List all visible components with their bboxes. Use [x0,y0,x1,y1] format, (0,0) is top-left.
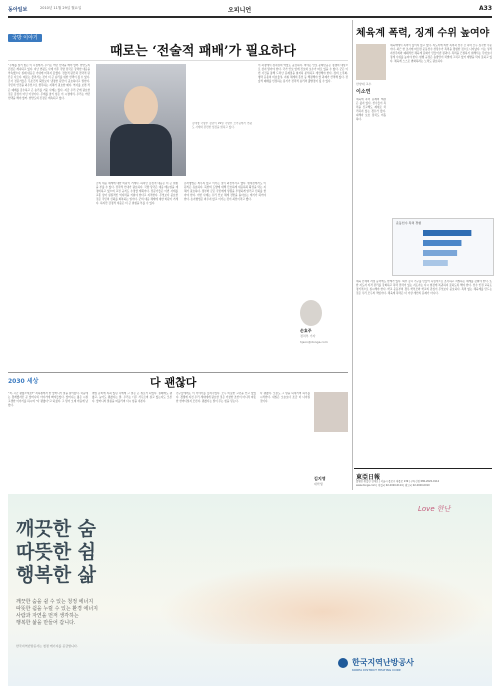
essay-body-3: 친구들에게도 이 이야기를 들려주었다. 모두 비슷한 고민을 안고 있었다. 경쟁에 지친 우리 세대에게 필요한 것은 거창한 조언이 아니라 따뜻한 한마디일지 모른다. 괜찮다는 말이 주는 힘을 믿는다. [176,392,256,404]
section-tag-2030: 2030 세상 [8,378,39,385]
issue-date: 2010년 11월 29일 월요일 [40,6,82,10]
essay-body-4: 다 괜찮다. 오늘도 그 말을 되새기며 하루를 시작한다. 내일은 오늘보다 조금 더 나아질 것이다. [260,392,310,404]
essay-author-photo [314,392,348,432]
ad-body-2: 따뜻한 쉼을 누릴 수 있는 환경 에너지 [16,606,98,612]
article-body-2: 군의 대응 체계에 대한 비판이 거세다. 하지만 감정적 대응은 더 큰 위험을 부를 수 있다. 전략적 인내가 필요하다. 국방 당국은 대응 매뉴얼을 재정비하고 있으며 교전 규칙도 수정할 계획이다. 전문가들은 이번 사태를 교훈 삼아 실질적인 억지력을 키워야 한다고 지적한다. 무엇보다 중요한 것은 국민의 신뢰를 회복하는 일이다. 군의 대응 체계에 대한 비판이 거세다. 하지만 감정적 대응은 더 큰 위험을 부를 수 있다. [96,182,178,206]
ad-headline-1: 깨끗한 숨 [16,518,97,540]
essay-body-2: 취업 준비에 지쳐 있던 나에게 그 말은 큰 위로가 되었다. 실패해도 괜찮고, 늦어도 괜찮다는 말. 우리는 너무 서두르며 살고 있는지도 모른다. 할머니의 말씀을 떠올리며 다시 힘을 내본다. [92,392,172,404]
chart-bar [423,240,461,246]
essay-author-role: 대학생 [314,482,323,486]
opinion-author-photo [356,44,386,80]
author-name: 손효주 [300,328,312,333]
author-email: hjson@donga.com [300,340,328,344]
publisher-logo: 東亞日報 [356,474,381,481]
essay-body-1: “저, 시간 괜찮으세요?” 지하철에서 한 할머니가 말을 걸어왔다. 처음에는 경계했지만 곧 할머니의 이야기에 빠져들었다. 할머니는 젊은 시절 고생한 이야기를 하시며 “다 괜찮다”고 하셨다. 그 말이 오래 마음에 남았다. [8,392,88,408]
face-shape [124,86,158,126]
photo-caption-text: 김태영 국방부 장관이 29일 국방부 브리핑에서 연평도 사태와 관련한 입장을 밝히고 있다. [192,122,252,130]
article-body-4: 이 과정에서 정치권의 역할도 중요하다. 여야는 안보 문제만큼은 정쟁의 대상으로 삼지 말아야 한다. 국가 안보 앞에 진보와 보수가 따로 있을 수 없다. 군은 이번 사건을 통해 드러난 문제점을 철저히 분석하고 개선해야 한다. 장비 노후화, 병력 운용의 비효율성, 지휘 체계의 혼선 등 해결해야 할 과제가 산적해 있다. 전술적 패배를 인정하는 용기가 전략적 승리의 출발점이 될 수 있다. [258,64,348,84]
violence-chart [392,218,494,276]
masthead [8,4,492,18]
chart-bar [423,250,457,256]
ad-body-4: 행복한 삶을 만들어 갑니다. [16,620,76,626]
author-role: 정치부 기자 [300,334,316,338]
ad-banner[interactable] [8,494,492,686]
column-tag: 국방 이야기 [8,24,42,43]
opinion-author-role: 한양대 교수 [356,82,372,86]
paper-name: 동아일보 [8,7,28,13]
chart-label: 운동선수 폭력 경험 [396,221,422,225]
ad-headline-2: 따뜻한 쉼 [16,541,97,563]
section-title: 오피니언 [228,7,252,14]
opinion-body-side: 체육계 폭력 문제의 해결은 쉽지 않다. 선수들이 폭력을 신고해도 제대로 처리되지 않는 경우가 많다. 피해자 보호 장치도 미흡하다. [356,98,386,122]
ad-corner-logo: Love 한난 [418,505,451,513]
column-title: 때로는 ‘전술적 패배’가 필요하다 [110,44,296,59]
ad-body-1: 깨끗한 숨을 쉴 수 있는 청정 에너지 [16,599,94,605]
publisher-line-2: www.donga.com | 편집국 02-2020-0114 | 광고국 02-2020-0010 [356,484,430,487]
opinion-title: 체육계 폭력, 징계 수위 높여야 [356,28,490,39]
ad-headline-3: 행복한 삶 [16,564,97,586]
official-photo [96,64,186,176]
chart-bar [423,260,448,266]
company-name-en: KOREA DISTRICT HEATING CORP. [352,668,401,672]
article-body-3: 손자병법은 싸우지 않고 이기는 것이 최선이라고 했다. 현대전에서도 이 원칙은 유효하다. 북한의 도발에 대해 단호하게 대응하되 확전을 막는 지혜가 필요하다. 정부와 군은 국민에게 상황을 투명하게 알리고 신뢰를 쌓아야 한다. 이번 사태는 우리 안보 체계 전반을 돌아보는 계기가 되어야 한다. 손자병법은 싸우지 않고 이기는 것이 최선이라고 했다. [184,182,266,202]
page-number: A33 [479,5,492,12]
essay-title: 다 괜찮다 [150,376,197,389]
opinion-body: 체육계에서 폭력이 끊이지 않고 있다. 지도자에 의한 폭력과 선수 간 폭력 모두 심각한 수준이다. 최근 한 조사에 따르면 운동선수 상당수가 폭력을 경험한 것으로 나타났다. 이는 성적 지상주의와 폐쇄적인 체육계 문화가 만들어낸 결과다. 폭력을 근절하기 위해서는 무엇보다 징계 수위를 높여야 한다. 현행 규정은 솜방망이 처벌에 그치고 있어 재발을 막지 못하고 있다. 체육계 스스로 변화하려는 노력도 필요하다. [390,44,492,64]
ad-body-3: 사람과 자연을 먼저 생각하는 [16,613,79,619]
ad-note: 한국지역난방공사는 청정 에너지를 공급합니다. [16,644,78,648]
chart-bar [423,230,471,236]
chart-plot [393,227,493,273]
opinion-body-2: 체육 단체의 자정 능력에도 한계가 있다. 외부 감시 기구를 만들어 독립적으로 조사하고 처벌하는 체계를 갖춰야 한다. 또한 지도자 자격 관리를 강화하고 폭력 전력이 있는 지도자는 다시 현장에 복귀하지 못하도록 해야 한다. 선수 인권 교육도 정기적으로 실시해야 한다. 학교 운동부의 경우 학부모와 학교의 관심이 무엇보다 중요하다. 폭력 없는 체육계를 만드는 것은 우리 모두의 책임이다. 체육계 폭력은 더 이상 개인의 문제가 아니다. [356,280,492,296]
company-logo-icon [338,658,348,668]
essay-author-name: 김지영 [314,476,326,481]
ad-illustration [158,564,488,644]
publisher-line-1: 발행인·편집인 김재호 | 서울시 종로구 세종로 139 | 구독신청 080-2020-0114 [356,480,440,483]
article-body: “무례를 참기 힘든 이 시점에서, 우리는 어떤 선택을 해야 할까. 한반도의 긴장은 계속되고 있다. 지난 연평도 사태 이후 국방 당국은 강력한 대응을 약속했으나 실제 대응은 기대에 미치지 못했다. 전술적 판단과 전략적 판단은 다르다. 때로는 물러서는 것이 더 큰 승리를 위한 선택이 될 수 있다. 군사 전문가들은 무조건적 확전보다 냉정한 판단이 중요하다고 말한다. 국민의 안전을 최우선으로 생각하는 지혜가 필요한 때다. 역사를 보면 작은 패배를 감수하고 큰 승리를 거둔 사례는 많다. 지금 우리 군에 필요한 것은 감정이 아닌 이성이다. 무례를 참기 힘든 이 시점에서, 우리는 어떤 선택을 해야 할까. 한반도의 긴장은 계속되고 있다. [8,64,90,100]
opinion-author-name: 이소연 [356,89,371,95]
suit-shape [110,124,172,176]
company-name: 한국지역난방공사 [352,658,414,667]
author-avatar [300,300,322,326]
